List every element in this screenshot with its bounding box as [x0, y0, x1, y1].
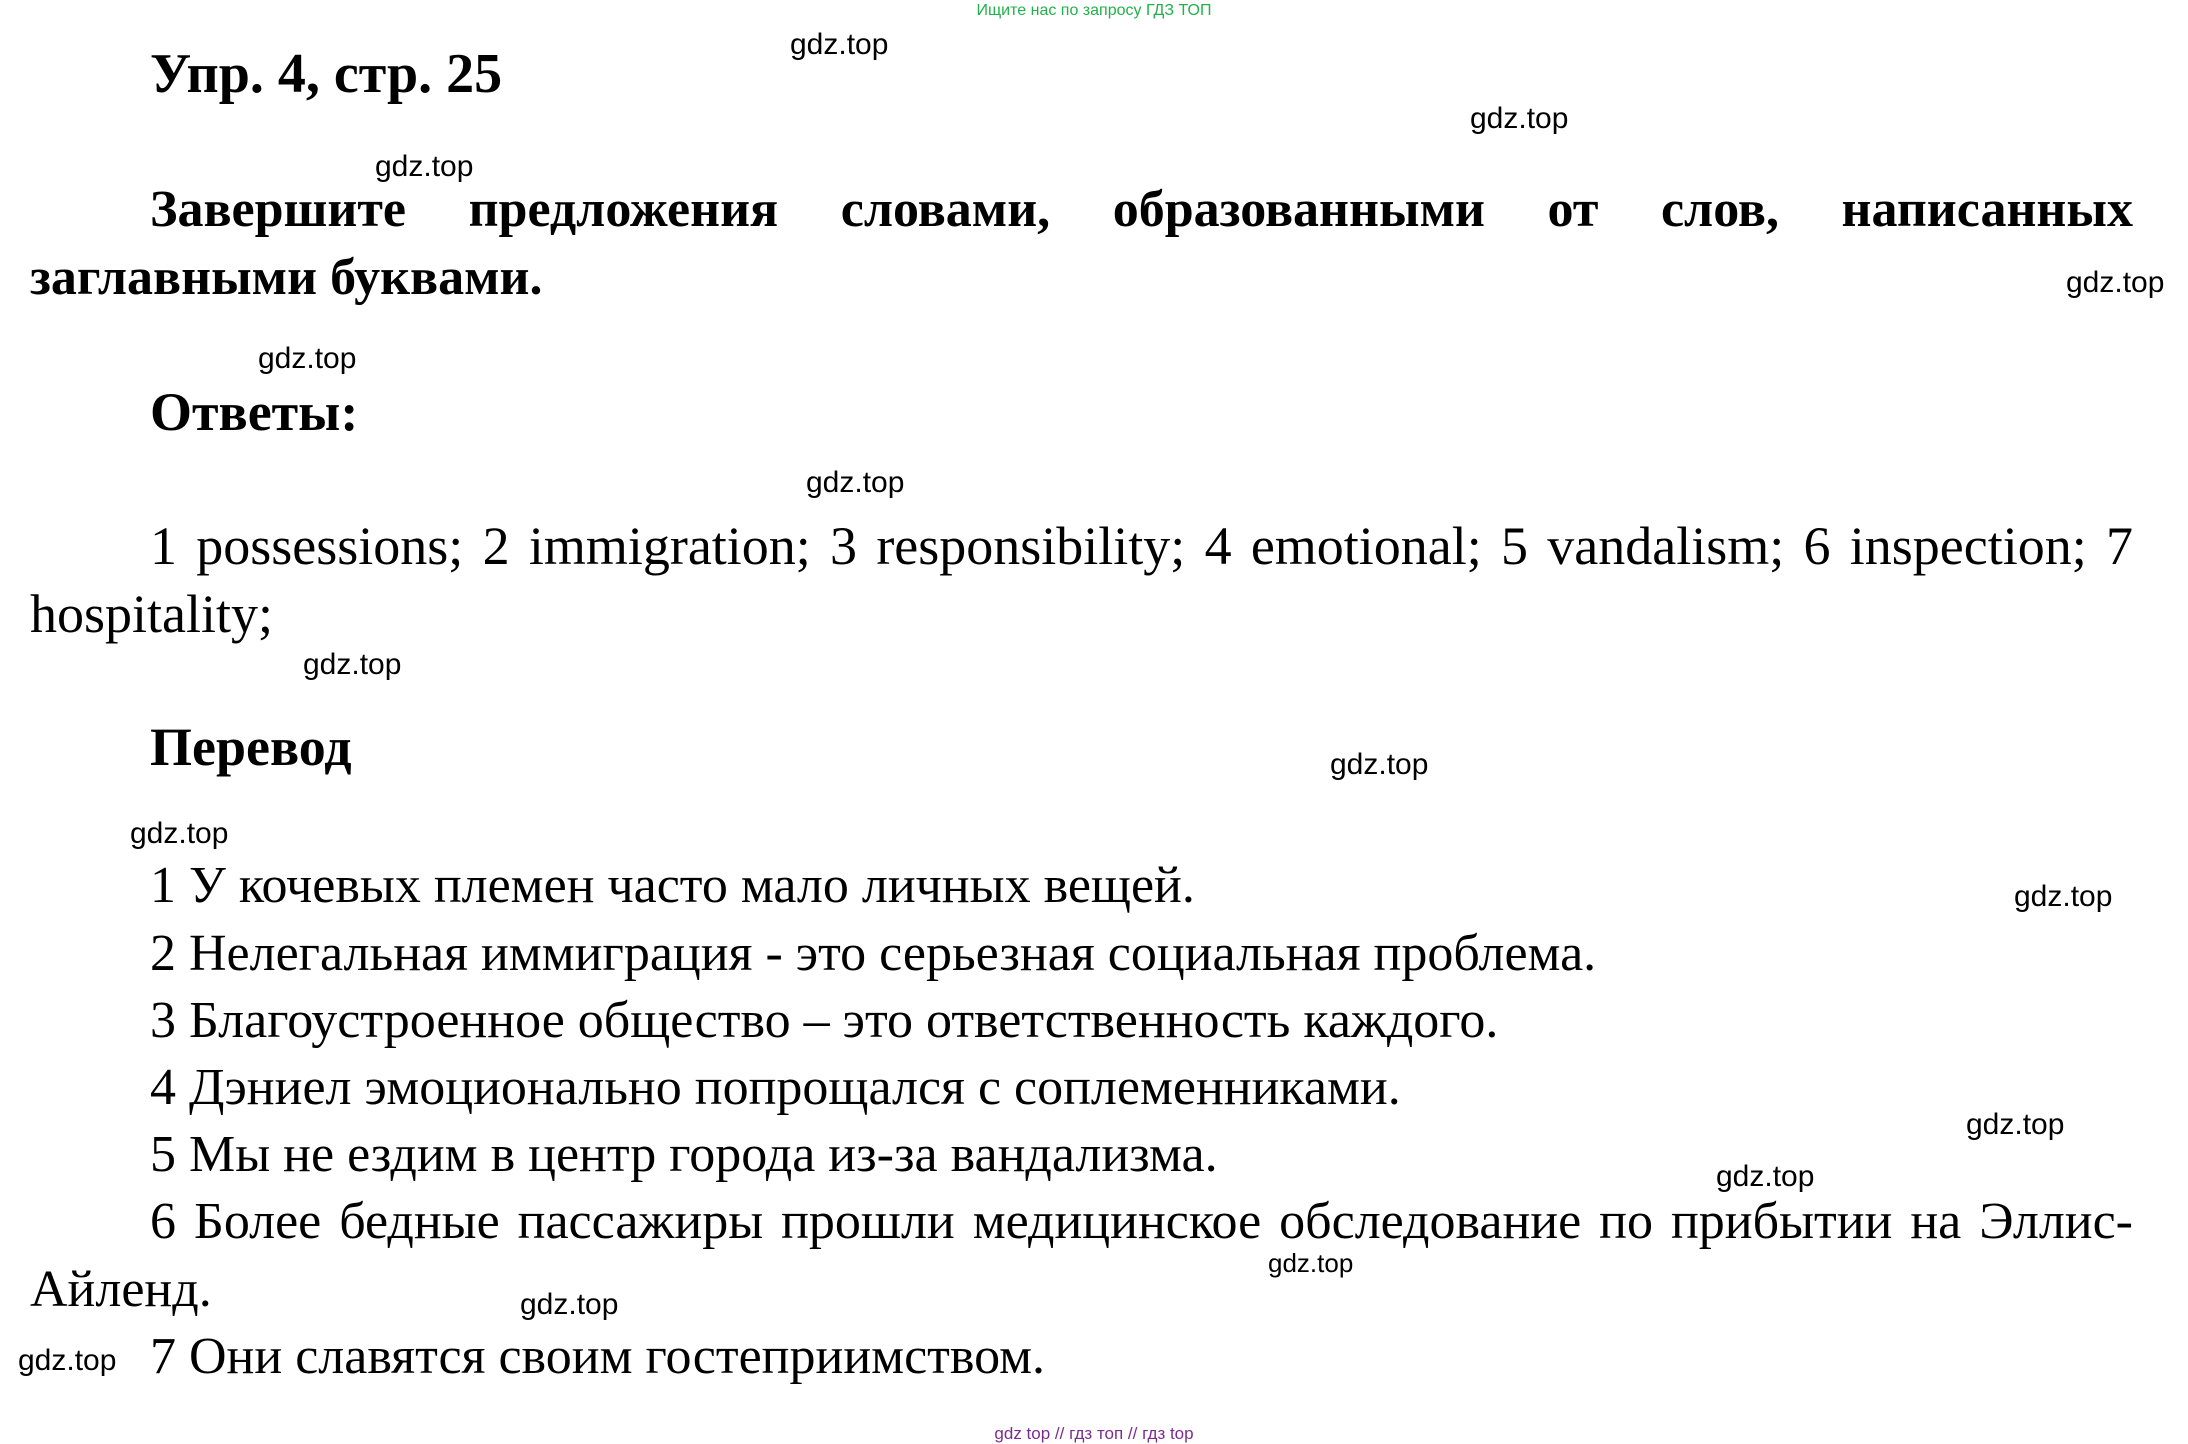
page-title: Упр. 4, стр. 25: [150, 43, 503, 105]
watermark: gdz.top: [2066, 266, 2165, 299]
top-banner: Ищите нас по запросу ГДЗ ТОП: [976, 2, 1212, 19]
watermark: gdz.top: [18, 1344, 117, 1377]
watermark: gdz.top: [375, 150, 474, 183]
watermark: gdz.top: [806, 466, 905, 499]
watermark: gdz.top: [790, 28, 889, 61]
translation-line-6: 6 Более бедные пассажиры прошли медицинское обследование по прибытии на Эллис-Айленд.: [30, 1193, 2133, 1318]
watermark: gdz.top: [258, 342, 357, 375]
translation-line-4: 4 Дэниел эмоционально попрощался с соплеменниками.: [150, 1059, 1401, 1116]
exercise-instruction: Завершите предложения словами, образованными от слов, написанных заглавными буквами.: [30, 181, 2133, 306]
watermark: gdz.top: [303, 648, 402, 681]
watermark: gdz.top: [520, 1288, 619, 1321]
answers-heading: Ответы:: [150, 382, 359, 442]
translation-heading: Перевод: [150, 717, 352, 777]
answers-text: 1 possessions; 2 immigration; 3 responsibility; 4 emotional; 5 vandalism; 6 inspection; 7 hospitality;: [30, 516, 2133, 644]
translation-line-5: 5 Мы не ездим в центр города из-за вандализма.: [150, 1126, 1218, 1183]
translation-line-1: 1 У кочевых племен часто мало личных вещей.: [150, 857, 1195, 914]
bottom-banner: gdz top // гдз топ // гдз top: [994, 1424, 1194, 1443]
watermark: gdz.top: [2014, 880, 2113, 913]
watermark: gdz.top: [1330, 748, 1429, 781]
watermark: gdz.top: [130, 817, 229, 850]
translation-line-7: 7 Они славятся своим гостеприимством.: [150, 1328, 1045, 1385]
watermark: gdz.top: [1268, 1248, 1354, 1278]
watermark: gdz.top: [1716, 1160, 1815, 1193]
watermark: gdz.top: [1966, 1108, 2065, 1141]
translation-line-3: 3 Благоустроенное общество – это ответственность каждого.: [150, 992, 1499, 1049]
watermark: gdz.top: [1470, 102, 1569, 135]
translation-line-2: 2 Нелегальная иммиграция - это серьезная социальная проблема.: [150, 925, 1597, 982]
